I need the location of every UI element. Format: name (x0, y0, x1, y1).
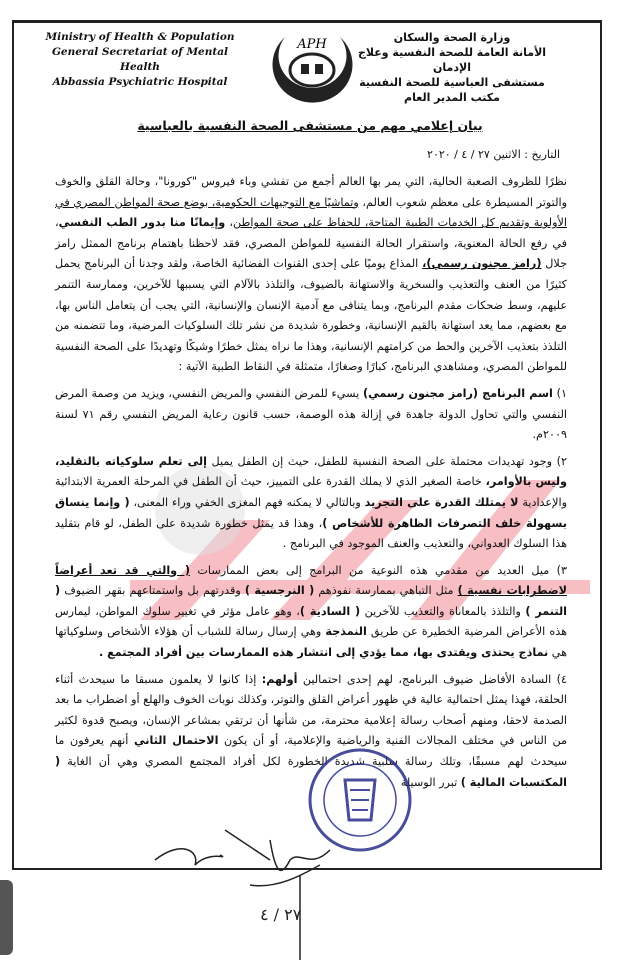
emphasized-text: الاحتمال الثاني (133, 734, 219, 748)
text-segment: ١) (552, 386, 567, 400)
text-segment: ، وهذا قد يمثل خطورة شديدة على الطفل، لو قام بتقليد هذا السلوك العدواني، والتعذيب والعنف الموجود في البرنامج . (55, 516, 567, 551)
emphasized-text: ( النرجسية ) (244, 584, 315, 598)
text-segment: نظرًا للظروف الصعبة الحالية، التي يمر بها العالم أجمع من تفشي وباء فيروس "كورونا"، وحالة القلق والخوف والتوتر المسيطرة على معظم شعوب العالم، (55, 175, 567, 209)
logo-text: APH (297, 37, 327, 52)
emphasized-text: وتماشيًا مع التوجيهات الحكومية، بوضع صحة المواطن المصري في الأولوية وتقديم كل الخدمات الطبية المتاحة، للحفاظ على صحة المواطن (55, 195, 567, 230)
emphasized-text: النمذجة (325, 625, 367, 639)
text-segment: ٣) ميل العديد من مقدمي هذه النوعية من البرامج إلى بعض الممارسات (189, 563, 567, 577)
emphasized-text: إلى تعلم سلوكياته بالتقليد، وليس بالأوامر، (55, 454, 567, 489)
text-segment: وقدرتهم بل واستمتاعهم بقهر الضيوف (60, 584, 245, 598)
text-segment: يسيء للمرض النفسي والمريض النفسي، ويزيد من وصمة المرض النفسي والتي تحاول الدولة جاهدة في إزالة هذه الوصمة، حسب قانون رعاية المريض النفسي رقم ٧١ لسنة ٢٠٠٩م. (55, 386, 567, 442)
text-segment: ، وهو عامل مؤثر في تغيير سلوك المواطن، ليمارس هذه الأعراض المرضية الخطيرة عن طريق (55, 604, 568, 639)
emphasized-text: (رامز مجنون رسمي)، (422, 257, 542, 271)
text-segment: وهي إرسال رسالة للشباب أن هؤلاء الأشخاص وسلوكياتها هي (55, 625, 567, 660)
emphasized-text: لا يمتلك القدرة على التجريد (364, 495, 519, 509)
letterhead-line: Abbassia Psychiatric Hospital (52, 76, 228, 88)
emphasized-text: وإيمانًا منا بدور الطب النفسي (58, 216, 226, 230)
emphasized-text: ( المكتسبات المالية ) (55, 755, 567, 789)
text-segment: خاصة الصغير الذي لا يملك القدرة على التمييز، حيث أن الطفل في المرحلة العمرية الابتدائية والإعدادية (55, 475, 567, 509)
arabic-letterhead (342, 30, 562, 105)
emphasized-text: أولهم: (261, 672, 298, 686)
text-segment: إذا كانوا لا يعلمون مسبقا ما سيحدث أثناء الحلقة، فهذا يمثل احتمالية عالية في ظهور أعراض القلق والتوتر، وكذلك نوبات الخوف والهلع أو اضطراب ما بعد الصدمة لاحقا، ومنهم أصحاب رسالة إعلامية محترمة، من شأنها أن ترتقي بمشاعر الإنسان، ويصبح قدوة لكثير من الناس في مختلف المجالات الفنية والرياضية والإعلامية، أو أن يكون (55, 672, 567, 748)
letterhead-line: مكتب المدير العام (404, 91, 500, 104)
numbered-point (55, 561, 567, 664)
document-body (55, 172, 567, 799)
english-letterhead (40, 30, 240, 90)
emphasized-text: ( وإنما ينساق بسهولة خلف التصرفات الظاهرة للأشخاص ) (55, 495, 567, 530)
page-title: بيان إعلامي مهم من مستشفى الصحة النفسية بالعباسية (137, 118, 483, 133)
side-overlay-tab (0, 880, 13, 955)
handwritten-date: ٢٧ / ٤ (260, 905, 302, 924)
text-segment: مثل التباهي بممارسة نفوذهم (314, 584, 458, 598)
signature-icon (150, 820, 410, 960)
letterhead-line: Ministry of Health & Population (45, 31, 235, 43)
letterhead-line: وزارة الصحة والسكان (393, 31, 511, 44)
document-date: التاريخ : الاثنين ٢٧ / ٤ / ٢٠٢٠ (427, 148, 560, 161)
emphasized-text: ( السادية ) (299, 604, 361, 618)
emphasized-text: اسم البرنامج (رامز مجنون رسمي) (362, 386, 553, 400)
text-segment: ، في رفع الحالة المعنوية، واستقرار الحالة النفسية للمواطن المصري، فقد لاحظنا باهتمام برنامج الممثل رامز جلال (55, 216, 567, 271)
text-segment: والتلذذ بالمعاناة والتعذيب للآخرين (360, 604, 526, 618)
letterhead-line: الأمانة العامة للصحة النفسية وعلاج الإدمان (357, 46, 547, 74)
emphasized-text: ( والتي قد تعد أعراضاً لاضطرابات نفسية ) (55, 563, 568, 598)
numbered-point (55, 384, 567, 446)
hospital-logo-icon (265, 22, 360, 112)
text-segment: تبرر الوسيلة (400, 775, 461, 789)
text-segment: المذاع يوميًا على إحدى القنوات الفضائية الخاصة، ولقد وجدنا أن البرنامج يحمل كثيرًا من العنف والتعذيب والسخرية والاستهانة بالضيوف، والتلذذ بالآلام التي يسببها للآخرين، وممارسة التنمر عليهم، وسط ضحكات مقدم البرنامج، وبما يتنافى مع آدمية الإنسان والإنسانية، التي يجب أن يتعامل الناس بها، مع بعضهم، مما يعد استهانة بالقيم الإنسانية، وخطورة شديدة من نشر تلك السلوكيات المرضية، وما تتضمنه من التلذذ بتعذيب الآخرين والحط من كرامتهم الإنسانية، وهذا ما نراه يمثل خطرًا وشيكًا وتهديدًا على الصحة النفسية للمواطن المصري، ومشاهدي البرنامج، كبارًا وصغارًا، متمثلة في النقاط الطبية الآتية : (55, 257, 567, 374)
letterhead-line: مستشفى العباسية للصحة النفسية (359, 76, 545, 89)
text-segment: ٤) السادة الأفاضل ضيوف البرنامج، لهم إحدى احتمالين (297, 672, 568, 686)
numbered-point (55, 452, 567, 555)
text-segment: ٢) وجود تهديدات محتملة على الصحة النفسية للطفل، حيث إن الطفل يميل (206, 454, 567, 468)
text-segment: وبالتالي لا يمكنه فهم المغزى الخفي وراء المعنى، (129, 495, 365, 509)
letterhead-line: General Secretariat of Mental Health (51, 46, 229, 73)
text-segment: ، (225, 216, 233, 230)
emphasized-text: نماذج يحتذى ويقتدى بها، مما يؤدي إلى انتشار هذه الممارسات بين أفراد المجتمع . (98, 646, 549, 660)
text-segment: أنهم يعرفون ما سيحدث لهم مسبقًا، وتلك رسالة سلبية شديدة الخطورة لكل أفراد المجتمع المصري وهي أن الغاية (55, 734, 567, 769)
emphasized-text: ( التنمر ) (55, 584, 567, 618)
intro-paragraph (55, 172, 567, 378)
